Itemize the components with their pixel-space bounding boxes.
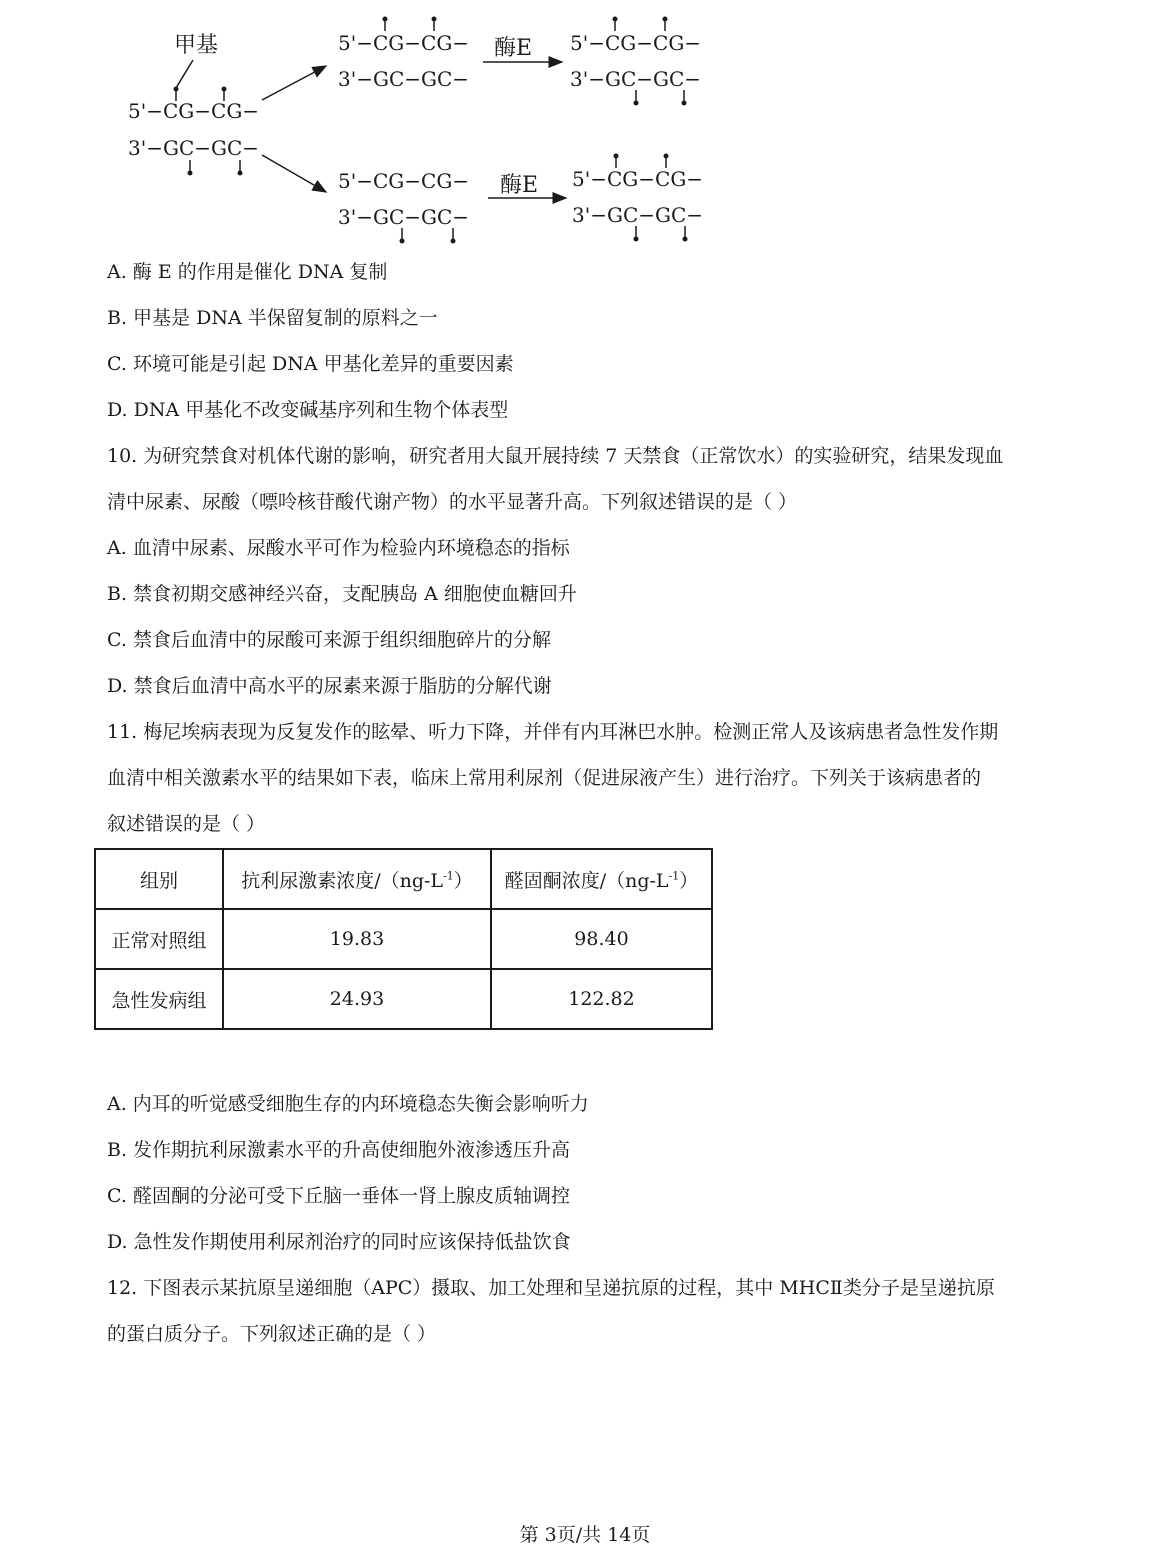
q10-stem-line1: 10. 为研究禁食对机体代谢的影响，研究者用大鼠开展持续 7 天禁食（正常饮水）的实验研究，结果发现血 xyxy=(107,445,1004,467)
enzyme-label-lower: 酶E xyxy=(500,173,539,198)
lower-daughter-before xyxy=(338,169,469,244)
q9-option-b: B. 甲基是 DNA 半保留复制的原料之一 xyxy=(107,307,438,329)
table-header: 抗利尿激素浓度$/(ng-L^{-1})$ xyxy=(223,849,491,909)
q12-stem-line1: 12. 下图表示某抗原呈递细胞（APC）摄取、加工处理和呈递抗原的过程，其中 MHCⅡ类分子是呈递抗原 xyxy=(107,1277,995,1299)
q11-option-d: D. 急性发作期使用利尿剂治疗的同时应该保持低盐饮食 xyxy=(107,1231,571,1253)
svg-text:3'−GC−GC−: 3'−GC−GC− xyxy=(572,203,704,227)
enzyme-label-upper: 酶E xyxy=(494,36,533,61)
table-cell: 122.82 xyxy=(491,969,712,1029)
dna-methylation-diagram xyxy=(0,0,760,250)
q11-option-a: A. 内耳的听觉感受细胞生存的内环境稳态失衡会影响听力 xyxy=(107,1093,589,1115)
lower-daughter-after xyxy=(572,154,703,242)
upper-daughter-after xyxy=(570,17,701,106)
table-cell: 98.40 xyxy=(491,909,712,969)
page-footer: 第 3页/共 14页 xyxy=(519,1524,651,1546)
q11-option-c: C. 醛固酮的分泌可受下丘脑一垂体一肾上腺皮质轴调控 xyxy=(107,1185,570,1207)
arrow-up xyxy=(262,66,326,100)
svg-text:5'−CG−CG−: 5'−CG−CG− xyxy=(338,169,470,193)
parent-strand-top: 5'−CG−CG− xyxy=(128,99,260,123)
q10-stem-line2: 清中尿素、尿酸（嘌呤核苷酸代谢产物）的水平显著升高。下列叙述错误的是（ ） xyxy=(107,491,798,513)
q9-option-d: D. DNA 甲基化不改变碱基序列和生物个体表型 xyxy=(107,399,509,421)
q9-option-a: A. 酶 E 的作用是催化 DNA 复制 xyxy=(107,261,388,283)
table-cell: 急性发病组 xyxy=(95,969,223,1029)
arrow-down xyxy=(262,155,326,192)
table-header-row xyxy=(95,849,712,909)
parent-bottom-methyl-marks xyxy=(188,160,243,176)
table-cell: 24.93 xyxy=(223,969,491,1029)
q11-option-b: B. 发作期抗利尿激素水平的升高使细胞外液渗透压升高 xyxy=(107,1139,571,1161)
svg-text:3'−GC−GC−: 3'−GC−GC− xyxy=(338,67,470,91)
q10-option-b: B. 禁食初期交感神经兴奋，支配胰岛 A 细胞使血糖回升 xyxy=(107,583,577,605)
table-cell: 19.83 xyxy=(223,909,491,969)
q10-option-a: A. 血清中尿素、尿酸水平可作为检验内环境稳态的指标 xyxy=(107,537,570,559)
svg-text:3'−GC−GC−: 3'−GC−GC− xyxy=(570,67,702,91)
q11-stem-line2: 血清中相关激素水平的结果如下表，临床上常用利尿剂（促进尿液产生）进行治疗。下列关于该病患者的 xyxy=(107,767,982,789)
parent-strand-bottom: 3'−GC−GC− xyxy=(128,136,260,160)
svg-text:3'−GC−GC−: 3'−GC−GC− xyxy=(338,205,470,229)
table-header: 醛固酮浓度$/(ng-L^{-1})$ xyxy=(491,849,712,909)
svg-text:5'−CG−CG−: 5'−CG−CG− xyxy=(572,167,704,191)
hormone-table xyxy=(94,848,713,1030)
q11-stem-line3: 叙述错误的是（ ） xyxy=(107,813,266,835)
q12-stem-line2: 的蛋白质分子。下列叙述正确的是（ ） xyxy=(107,1323,437,1345)
table-header: 组别 xyxy=(95,849,223,909)
q9-option-c: C. 环境可能是引起 DNA 甲基化差异的重要因素 xyxy=(107,353,514,375)
q10-option-c: C. 禁食后血清中的尿酸可来源于组织细胞碎片的分解 xyxy=(107,629,551,651)
table-cell: 正常对照组 xyxy=(95,909,223,969)
q11-stem-line1: 11. 梅尼埃病表现为反复发作的眩晕、听力下降，并伴有内耳淋巴水肿。检测正常人及该病患者急性发作期 xyxy=(107,721,999,743)
table-row xyxy=(95,909,712,969)
q10-option-d: D. 禁食后血清中高水平的尿素来源于脂肪的分解代谢 xyxy=(107,675,552,697)
svg-text:5'−CG−CG−: 5'−CG−CG− xyxy=(570,31,702,55)
methyl-label: 甲基 xyxy=(174,33,219,58)
table-row xyxy=(95,969,712,1029)
svg-text:5'−CG−CG−: 5'−CG−CG− xyxy=(338,31,470,55)
upper-daughter-before xyxy=(338,17,469,92)
